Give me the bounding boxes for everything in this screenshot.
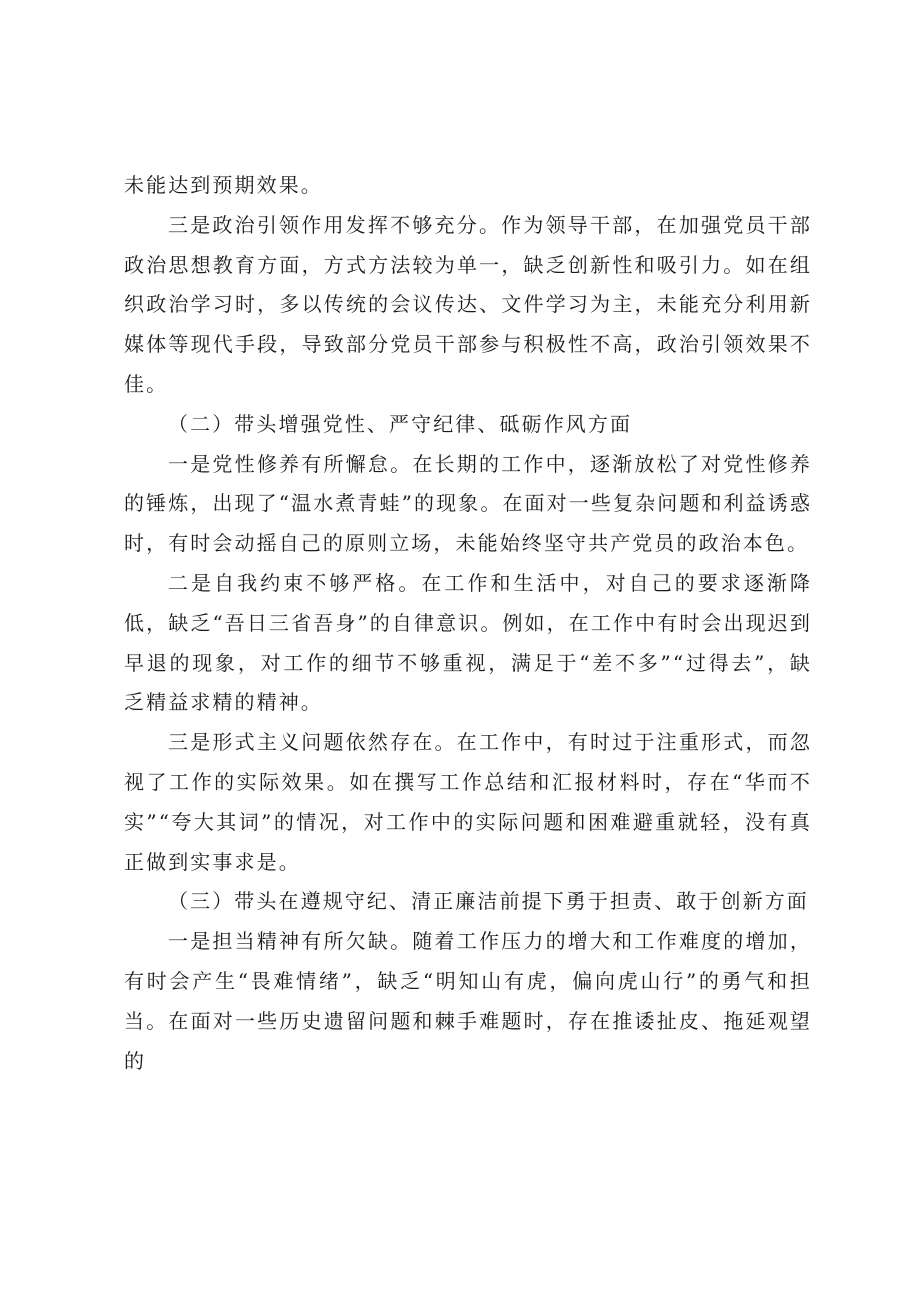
- document-body: [124, 166, 812, 1081]
- paragraph-political-guidance: 三是政治引领作用发挥不够充分。作为领导干部，在加强党员干部政治思想教育方面，方式方法较为单一，缺乏创新性和吸引力。如在组织政治学习时，多以传统的会议传达、文件学习为主，未能充分利用新媒体等现代手段，导致部分党员干部参与积极性不高，政治引领效果不佳。: [124, 212, 812, 396]
- paragraph-self-discipline: 二是自我约束不够严格。在工作和生活中，对自己的要求逐渐降低，缺乏“吾日三省吾身”的自律意识。例如，在工作中有时会出现迟到早退的现象，对工作的细节不够重视，满足于“差不多”“过得去”，缺乏精益求精的精神。: [124, 570, 812, 715]
- paragraph-responsibility: 一是担当精神有所欠缺。随着工作压力的增大和工作难度的增加，有时会产生“畏难情绪”，缺乏“明知山有虎，偏向虎山行”的勇气和担当。在面对一些历史遗留问题和棘手难题时，存在推诿扯皮、拖延观望的: [124, 929, 812, 1073]
- section-heading-3: （三）带头在遵规守纪、清正廉洁前提下勇于担责、敢于创新方面: [168, 889, 809, 914]
- paragraph-continuation: 未能达到预期效果。: [124, 173, 323, 197]
- paragraph-formalism: 三是形式主义问题依然存在。在工作中，有时过于注重形式，而忽视了工作的实际效果。如在撰写工作总结和汇报材料时，存在“华而不实”“夸大其词”的情况，对工作中的实际问题和困难避重就轻，没有真正做到实事求是。: [124, 730, 812, 874]
- section-heading-2: （二）带头增强党性、严守纪律、砥砺作风方面: [168, 411, 633, 436]
- paragraph-party-spirit: 一是党性修养有所懈怠。在长期的工作中，逐渐放松了对党性修养的锤炼，出现了“温水煮青蛙”的现象。在面对一些复杂问题和利益诱惑时，有时会动摇自己的原则立场，未能始终坚守共产党员的政治本色。: [124, 451, 812, 556]
